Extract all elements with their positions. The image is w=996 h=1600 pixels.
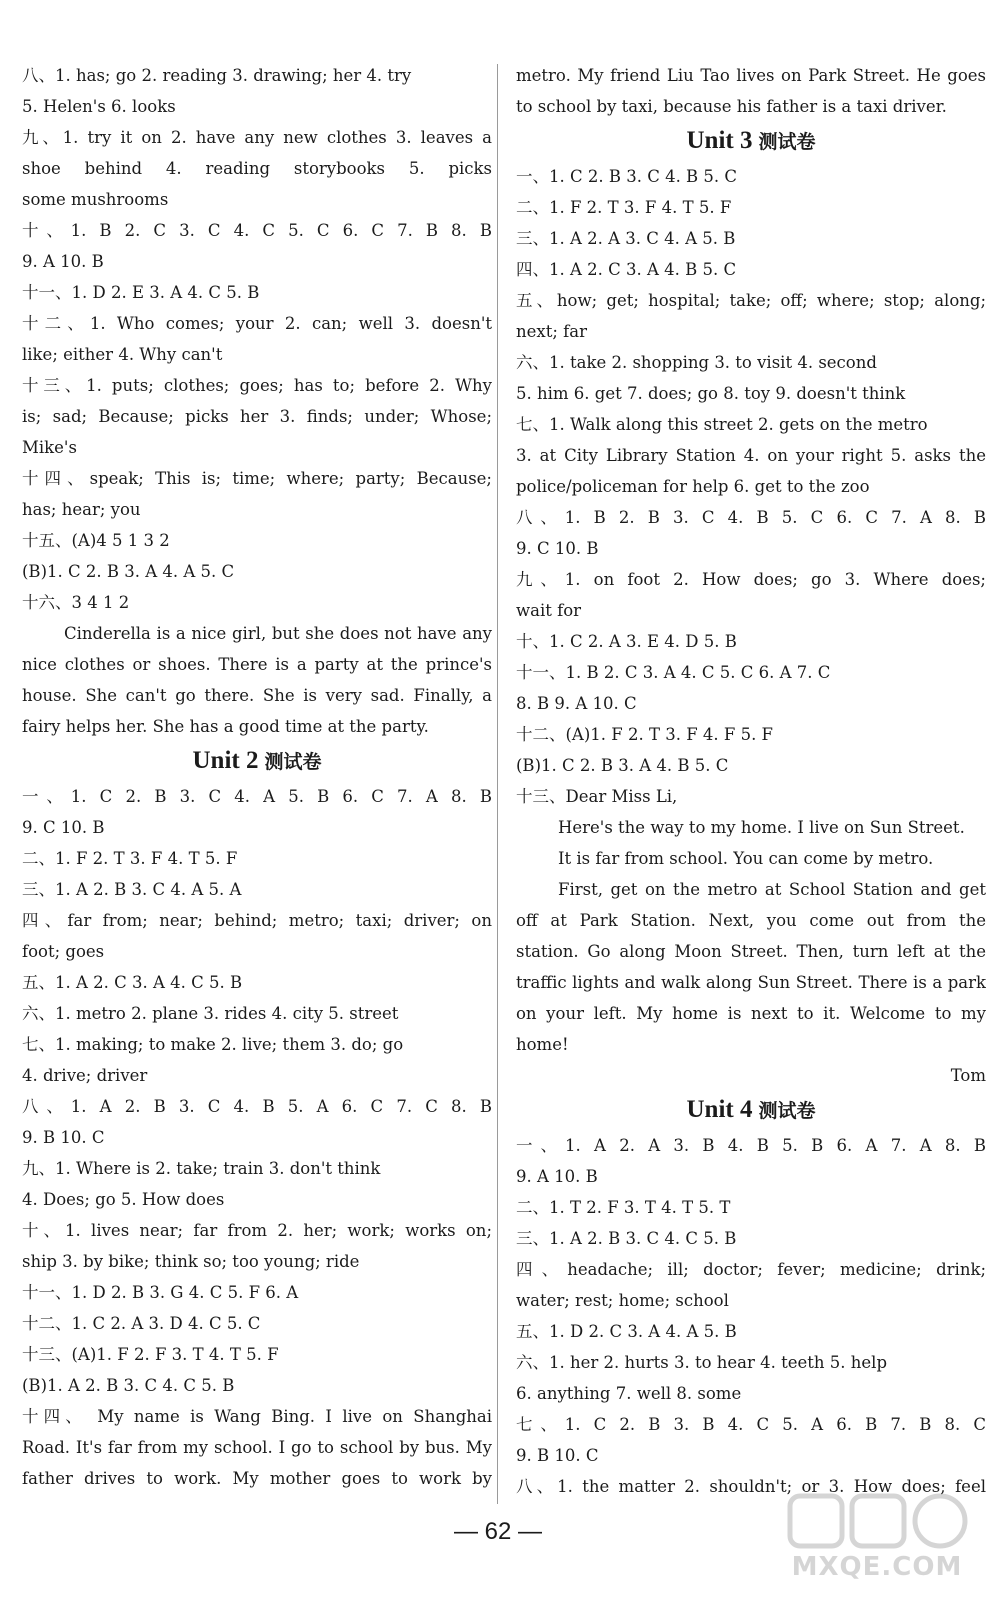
answer-line: 4. drive; driver xyxy=(22,1066,148,1085)
answer-line: 十三、1. puts; clothes; goes; has to; before 2. Why xyxy=(22,376,492,395)
answer-line: 二、1. F 2. T 3. F 4. T 5. F xyxy=(516,198,732,217)
answer-line: Road. It's far from my school. I go to school by bus. My xyxy=(22,1438,492,1457)
answer-line: off at Park Station. Next, you come out from the xyxy=(516,911,986,930)
answer-line: wait for xyxy=(516,601,582,620)
answer-line: fairy helps her. She has a good time at the party. xyxy=(22,717,429,736)
watermark-logo xyxy=(782,1490,972,1582)
answer-line: is; sad; Because; picks her 3. finds; under; Whose; xyxy=(22,407,492,426)
unit-heading xyxy=(22,742,492,781)
answer-line: 七、1. C 2. B 3. B 4. C 5. A 6. B 7. B 8. C xyxy=(516,1415,986,1434)
answer-line: 八、1. A 2. B 3. C 4. B 5. A 6. C 7. C 8. B xyxy=(22,1097,492,1116)
answer-line: Cinderella is a nice girl, but she does not have any xyxy=(64,624,492,643)
watermark-text: MXQE.COM xyxy=(791,1552,963,1582)
answer-line: Tom xyxy=(950,1066,986,1085)
page-number: — 62 — xyxy=(453,1518,543,1545)
answer-line: 十三、Dear Miss Li, xyxy=(516,787,678,806)
answer-line: father drives to work. My mother goes to work by xyxy=(22,1469,492,1488)
answer-line: 十二、1. C 2. A 3. D 4. C 5. C xyxy=(22,1314,261,1333)
answer-line: 9. A 10. B xyxy=(22,252,104,271)
answer-line: 五、1. D 2. C 3. A 4. A 5. B xyxy=(516,1322,737,1341)
answer-line: Mike's xyxy=(22,438,77,457)
answer-line: to school by taxi, because his father is a taxi driver. xyxy=(516,97,947,116)
answer-line: next; far xyxy=(516,322,587,341)
answer-line: 9. C 10. B xyxy=(22,818,105,837)
answer-line: 十一、1. D 2. B 3. G 4. C 5. F 6. A xyxy=(22,1283,299,1302)
answer-line: 十一、1. D 2. E 3. A 4. C 5. B xyxy=(22,283,260,302)
answer-line: water; rest; home; school xyxy=(516,1291,729,1310)
unit-heading-subtitle: 测试卷 xyxy=(758,131,816,153)
answer-line: 六、1. her 2. hurts 3. to hear 4. teeth 5. help xyxy=(516,1353,888,1372)
answer-line: 5. him 6. get 7. does; go 8. toy 9. doesn't think xyxy=(516,384,906,403)
answer-line: like; either 4. Why can't xyxy=(22,345,223,364)
unit-heading xyxy=(516,1091,986,1130)
answer-line: 九、1. on foot 2. How does; go 3. Where does; xyxy=(516,570,986,589)
answer-line: shoe behind 4. reading storybooks 5. picks xyxy=(22,159,492,178)
unit-heading-subtitle: 测试卷 xyxy=(264,751,322,773)
answer-line: 五、1. A 2. C 3. A 4. C 5. B xyxy=(22,973,243,992)
answer-line: 五、how; get; hospital; take; off; where; stop; along; xyxy=(516,291,986,310)
answer-line: traffic lights and walk along Sun Street. There is a park xyxy=(516,973,986,992)
answer-line: 八、1. has; go 2. reading 3. drawing; her 4. try xyxy=(22,66,412,85)
answer-line: Here's the way to my home. I live on Sun Street. xyxy=(558,818,965,837)
answer-line: 9. B 10. C xyxy=(22,1128,105,1147)
answer-line: 四、far from; near; behind; metro; taxi; driver; on xyxy=(22,911,492,930)
answer-line: 4. Does; go 5. How does xyxy=(22,1190,225,1209)
answer-line: 十四、speak; This is; time; where; party; Because; xyxy=(22,469,492,488)
answer-line: 七、1. Walk along this street 2. gets on the metro xyxy=(516,415,928,434)
answer-line: house. She can't go there. She is very sad. Finally, a xyxy=(22,686,492,705)
answer-line: 十二、(A)1. F 2. T 3. F 4. F 5. F xyxy=(516,725,774,744)
answer-line: 九、1. try it on 2. have any new clothes 3. leaves a xyxy=(22,128,492,147)
answer-line: nice clothes or shoes. There is a party at the prince's xyxy=(22,655,492,674)
answer-line: 3. at City Library Station 4. on your right 5. asks the xyxy=(516,446,986,465)
unit-heading-subtitle: 测试卷 xyxy=(758,1100,816,1122)
answer-line: 六、1. metro 2. plane 3. rides 4. city 5. street xyxy=(22,1004,399,1023)
answer-line: 一、1. A 2. A 3. B 4. B 5. B 6. A 7. A 8. B xyxy=(516,1136,986,1155)
answer-line: 二、1. F 2. T 3. F 4. T 5. F xyxy=(22,849,238,868)
answer-line: 三、1. A 2. B 3. C 4. C 5. B xyxy=(516,1229,737,1248)
answer-line: 十、1. C 2. A 3. E 4. D 5. B xyxy=(516,632,737,651)
answer-line: 一、1. C 2. B 3. C 4. A 5. B 6. C 7. A 8. B xyxy=(22,787,492,806)
unit-heading-title: Unit 3 xyxy=(686,127,753,154)
answer-line: 三、1. A 2. B 3. C 4. A 5. A xyxy=(22,880,242,899)
unit-heading-title: Unit 2 xyxy=(192,747,259,774)
answer-line: 9. C 10. B xyxy=(516,539,599,558)
right-column xyxy=(516,60,986,1502)
unit-heading-title: Unit 4 xyxy=(686,1096,753,1123)
answer-line: home! xyxy=(516,1035,569,1054)
answer-line: 二、1. T 2. F 3. T 4. T 5. T xyxy=(516,1198,731,1217)
answer-line: some mushrooms xyxy=(22,190,169,209)
answer-line: First, get on the metro at School Station and get xyxy=(558,880,986,899)
answer-line: (B)1. C 2. B 3. A 4. B 5. C xyxy=(516,756,729,775)
answer-line: 十、1. lives near; far from 2. her; work; works on; xyxy=(22,1221,492,1240)
answer-line: 8. B 9. A 10. C xyxy=(516,694,637,713)
left-column xyxy=(22,60,492,1494)
answer-line: has; hear; you xyxy=(22,500,141,519)
answer-line: station. Go along Moon Street. Then, turn left at the xyxy=(516,942,986,961)
answer-line: 七、1. making; to make 2. live; them 3. do; go xyxy=(22,1035,404,1054)
answer-line: 十四、 My name is Wang Bing. I live on Shanghai xyxy=(22,1407,492,1426)
answer-line: 三、1. A 2. A 3. C 4. A 5. B xyxy=(516,229,736,248)
answer-line: police/policeman for help 6. get to the zoo xyxy=(516,477,870,496)
unit-heading xyxy=(516,122,986,161)
answer-line: metro. My friend Liu Tao lives on Park Street. He goes xyxy=(516,66,986,85)
answer-line: 9. B 10. C xyxy=(516,1446,599,1465)
answer-line: 十六、3 4 1 2 xyxy=(22,593,130,612)
answer-line: It is far from school. You can come by metro. xyxy=(558,849,934,868)
answer-line: on your left. My home is next to it. Welcome to my xyxy=(516,1004,986,1023)
answer-line: 一、1. C 2. B 3. C 4. B 5. C xyxy=(516,167,738,186)
answer-line: 十二、1. Who comes; your 2. can; well 3. doesn't xyxy=(22,314,492,333)
answer-line: 八、1. B 2. B 3. C 4. B 5. C 6. C 7. A 8. B xyxy=(516,508,986,527)
answer-line: 十五、(A)4 5 1 3 2 xyxy=(22,531,170,550)
answer-line: ship 3. by bike; think so; too young; ride xyxy=(22,1252,360,1271)
answer-line: (B)1. C 2. B 3. A 4. A 5. C xyxy=(22,562,235,581)
answer-line: 6. anything 7. well 8. some xyxy=(516,1384,742,1403)
answer-line: 5. Helen's 6. looks xyxy=(22,97,176,116)
answer-line: 八、1. the matter 2. shouldn't; or 3. How does; feel xyxy=(516,1477,986,1496)
answer-line: 十一、1. B 2. C 3. A 4. C 5. C 6. A 7. C xyxy=(516,663,831,682)
answer-line: foot; goes xyxy=(22,942,105,961)
watermark-icon xyxy=(782,1490,972,1552)
answer-line: 四、1. A 2. C 3. A 4. B 5. C xyxy=(516,260,737,279)
answer-line: 十三、(A)1. F 2. F 3. T 4. T 5. F xyxy=(22,1345,279,1364)
answer-line: 四、headache; ill; doctor; fever; medicine; drink; xyxy=(516,1260,986,1279)
column-divider xyxy=(497,64,498,1504)
answer-line: 十、1. B 2. C 3. C 4. C 5. C 6. C 7. B 8. B xyxy=(22,221,492,240)
answer-line: (B)1. A 2. B 3. C 4. C 5. B xyxy=(22,1376,235,1395)
answer-line: 9. A 10. B xyxy=(516,1167,598,1186)
answer-line: 九、1. Where is 2. take; train 3. don't think xyxy=(22,1159,381,1178)
answer-line: 六、1. take 2. shopping 3. to visit 4. second xyxy=(516,353,877,372)
